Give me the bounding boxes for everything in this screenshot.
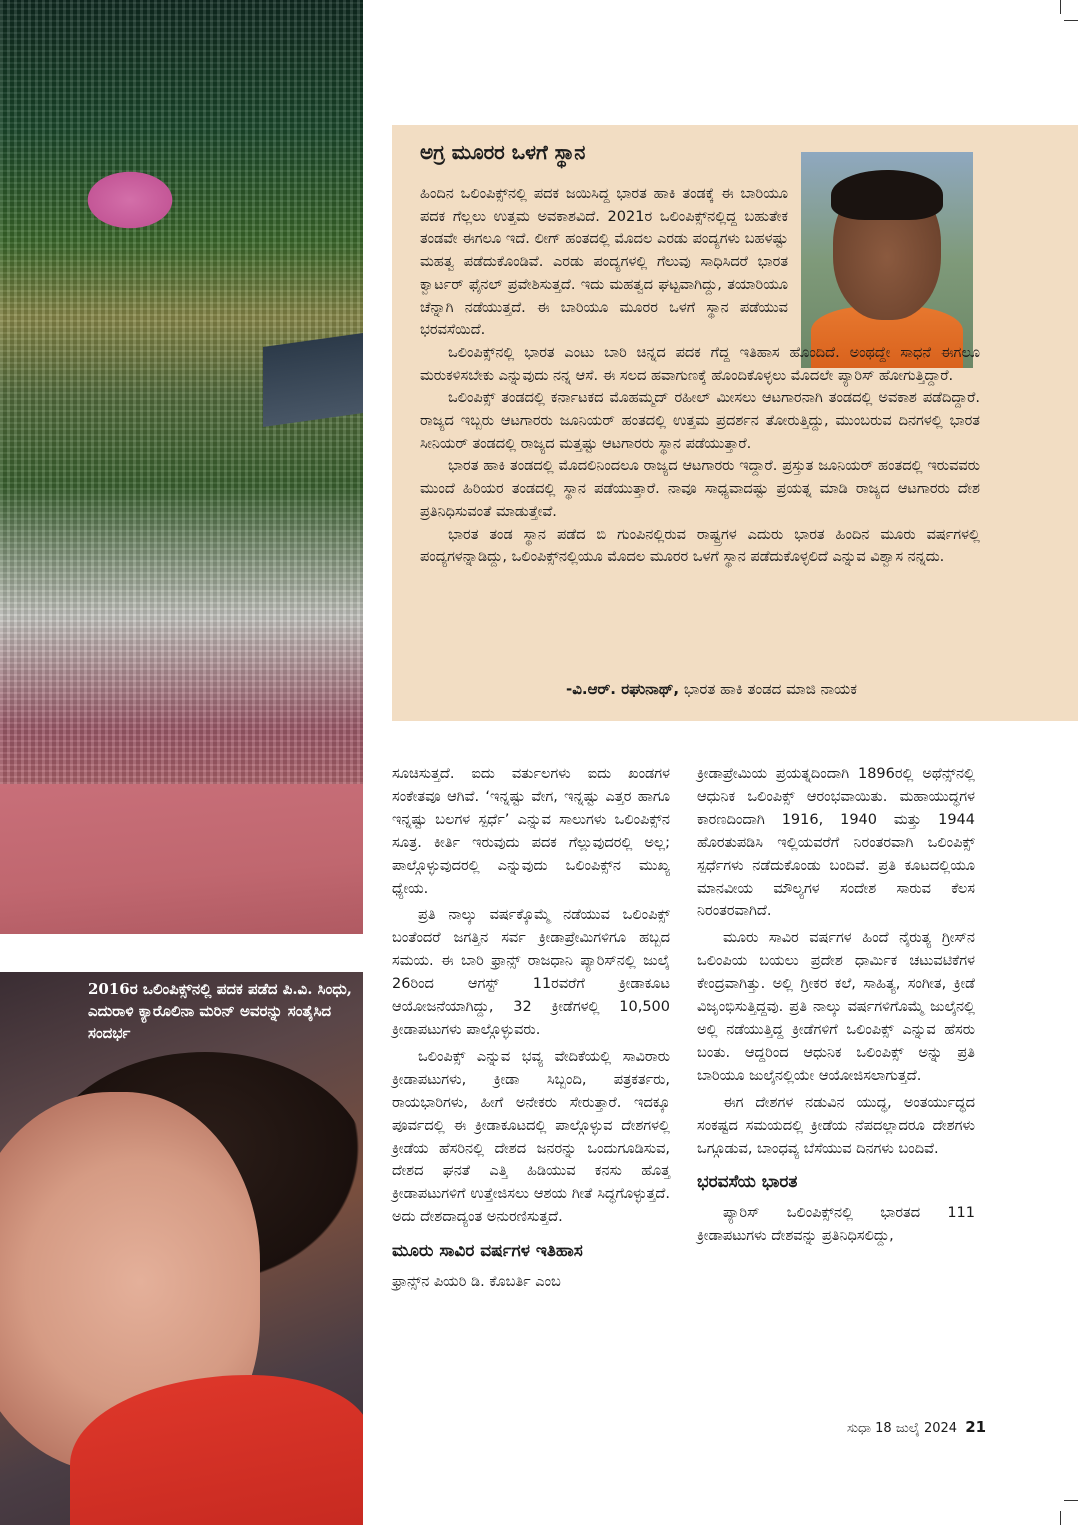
article-paragraph: ಫ್ರಾನ್ಸ್‌ನ ಪಿಯರಿ ಡಿ. ಕೊಬರ್ತಿ ಎಂಬ [392,1274,561,1291]
article-column-2 [697,763,975,1252]
page-number: 21 [965,1418,987,1436]
crop-mark [1064,1500,1078,1501]
photo-caption: 2016ರ ಒಲಿಂಪಿಕ್ಸ್‌ನಲ್ಲಿ ಪದಕ ಪಡೆದ ಪಿ.ವಿ. ಸಿಂಧು, ಎದುರಾಳಿ ಕ್ಯಾರೊಲಿನಾ ಮರಿನ್ ಅವರನ್ನು ಸಂತೈಸಿದ ಸಂದರ್ಭ [88,980,352,1042]
crop-mark [1064,20,1078,21]
article-paragraph: ಮೂರು ಸಾವಿರ ವರ್ಷಗಳ ಹಿಂದೆ ನೈರುತ್ಯ ಗ್ರೀಸ್‌ನ ಒಲಿಂಪಿಯ ಬಯಲು ಪ್ರದೇಶ ಧಾರ್ಮಿಕ ಚಟುವಟಿಕೆಗಳ ಕೇಂದ್ರವಾಗಿತ್ತು. ಅಲ್ಲಿ ಗ್ರೀಕರ ಕಲೆ, ಸಾಹಿತ್ಯ, ಸಂಗೀತ, ಕ್ರೀಡೆ ವಿಜೃಂಭಿಸುತ್ತಿದ್ದವು. ಪ್ರತಿ ನಾಲ್ಕು ವರ್ಷಗಳಿಗೊಮ್ಮೆ ಜುಲೈನಲ್ಲಿ ಅಲ್ಲಿ ನಡೆಯುತ್ತಿದ್ದ ಕ್ರೀಡೆಗಳಿಗೆ ಒಲಿಂಪಿಕ್ಸ್ ಎನ್ನುವ ಹೆಸರು ಬಂತು. ಆದ್ದರಿಂದ ಆಧುನಿಕ ಒಲಿಂಪಿಕ್ಸ್ ಅನ್ನು ಪ್ರತಿ ಬಾರಿಯೂ ಜುಲೈನಲ್ಲಿಯೇ ಆಯೋಜಿಸಲಾಗುತ್ತದೆ. [697,930,975,1084]
article-paragraph: ಪ್ರತಿ ನಾಲ್ಕು ವರ್ಷಕ್ಕೊಮ್ಮೆ ನಡೆಯುವ ಒಲಿಂಪಿಕ್ಸ್ ಬಂತೆಂದರೆ ಜಗತ್ತಿನ ಸರ್ವ ಕ್ರೀಡಾಪ್ರೇಮಿಗಳಿಗೂ ಹಬ್ಬದ ಸಮಯ. ಈ ಬಾರಿ ಫ್ರಾನ್ಸ್ ರಾಜಧಾನಿ ಪ್ಯಾರಿಸ್‌ನಲ್ಲಿ ಜುಲೈ 26ರಿಂದ ಆಗಸ್ಟ್ 11ರವರೆಗೆ ಕ್ರೀಡಾಕೂಟ ಆಯೋಜನೆಯಾಗಿದ್ದು, 32 ಕ್ರೀಡೆಗಳಲ್ಲಿ 10,500 ಕ್ರೀಡಾಪಟುಗಳು ಪಾಲ್ಗೊಳ್ಳುವರು. [392,907,670,1038]
stadium-track [0,784,363,934]
article-paragraph: ಕ್ರೀಡಾಪ್ರೇಮಿಯ ಪ್ರಯತ್ನದಿಂದಾಗಿ 1896ರಲ್ಲಿ ಅಥೆನ್ಸ್‌ನಲ್ಲಿ ಆಧುನಿಕ ಒಲಿಂಪಿಕ್ಸ್ ಆರಂಭವಾಯಿತು. ಮಹಾಯುದ್ಧಗಳ ಕಾರಣದಿಂದಾಗಿ 1916, 1940 ಮತ್ತು 1944 ಹೊರತುಪಡಿಸಿ ಇಲ್ಲಿಯವರೆಗೆ ನಿರಂತರವಾಗಿ ಒಲಿಂಪಿಕ್ಸ್ ಸ್ಪರ್ಧೆಗಳು ನಡೆದುಕೊಂಡು ಬಂದಿವೆ. ಪ್ರತಿ ಕೂಟದಲ್ಲಿಯೂ ಮಾನವೀಯ ಮೌಲ್ಯಗಳ ಸಂದೇಶ ಸಾರುವ ಕೆಲಸ ನಿರಂತರವಾಗಿದೆ. [697,766,975,920]
crop-mark [1060,0,1061,14]
sidebar-title: ಅಗ್ರ ಮೂರರ ಒಳಗೆ ಸ್ಥಾನ [420,140,586,164]
signature-name: -ವಿ.ಆರ್. ರಘುನಾಥ್, [566,680,680,698]
sidebar-paragraph: ಹಿಂದಿನ ಒಲಿಂಪಿಕ್ಸ್‌ನಲ್ಲಿ ಪದಕ ಜಯಿಸಿದ್ದ ಭಾರತ ಹಾಕಿ ತಂಡಕ್ಕೆ ಈ ಬಾರಿಯೂ ಪದಕ ಗೆಲ್ಲಲು ಉತ್ತಮ ಅವಕಾಶವಿದೆ. 2021ರ ಒಲಿಂಪಿಕ್ಸ್‌ನಲ್ಲಿದ್ದ ಬಹುತೇಕ ತಂಡವೇ ಈಗಲೂ ಇದೆ. ಲೀಗ್ ಹಂತದಲ್ಲಿ ಮೊದಲ ಎರಡು ಪಂದ್ಯಗಳು ಬಹಳಷ್ಟು ಮಹತ್ವ ಪಡೆದುಕೊಂಡಿವೆ. ಎರಡು ಪಂದ್ಯಗಳಲ್ಲಿ ಗೆಲುವು ಸಾಧಿಸಿದರೆ ಭಾರತ ಕ್ವಾರ್ಟರ್ ಫೈನಲ್ ಪ್ರವೇಶಿಸುತ್ತದೆ. ಇದು ಮಹತ್ವದ ಘಟ್ಟವಾಗಿದ್ದು, ತಯಾರಿಯೂ ಚೆನ್ನಾಗಿ ನಡೆಯುತ್ತದೆ. ಈ ಬಾರಿಯೂ ಮೂರರ ಒಳಗೆ ಸ್ಥಾನ ಪಡೆಯುವ ಭರವಸೆಯಿದೆ. [420,186,788,339]
signature-role: ಭಾರತ ಹಾಕಿ ತಂಡದ ಮಾಜಿ ನಾಯಕ [683,680,857,698]
page-folio [847,1418,986,1436]
sidebar-signature [566,680,857,698]
article-paragraph: ಪ್ಯಾರಿಸ್ ಒಲಿಂಪಿಕ್ಸ್‌ನಲ್ಲಿ ಭಾರತದ 111 ಕ್ರೀಡಾಪಟುಗಳು ದೇಶವನ್ನು ಪ್ರತಿನಿಧಿಸಲಿದ್ದು, [697,1205,975,1245]
section-heading: ಭರವಸೆಯ ಭಾರತ [697,1172,798,1193]
article-paragraph: ಒಲಿಂಪಿಕ್ಸ್ ಎನ್ನುವ ಭವ್ಯ ವೇದಿಕೆಯಲ್ಲಿ ಸಾವಿರಾರು ಕ್ರೀಡಾಪಟುಗಳು, ಕ್ರೀಡಾ ಸಿಬ್ಬಂದಿ, ಪತ್ರಕರ್ತರು, ರಾಯಭಾರಿಗಳು, ಹೀಗೆ ಅನೇಕರು ಸೇರುತ್ತಾರೆ. ಇದಕ್ಕೂ ಪೂರ್ವದಲ್ಲಿ ಈ ಕ್ರೀಡಾಕೂಟದಲ್ಲಿ ಪಾಲ್ಗೊಳ್ಳುವ ದೇಶಗಳಲ್ಲಿ ಕ್ರೀಡೆಯ ಹೆಸರಿನಲ್ಲಿ ದೇಶದ ಜನರನ್ನು ಒಂದುಗೂಡಿಸುವ, ದೇಶದ ಘನತೆ ಎತ್ತಿ ಹಿಡಿಯುವ ಕನಸು ಹೊತ್ತ ಕ್ರೀಡಾಪಟುಗಳಿಗೆ ಉತ್ತೇಜಿಸಲು ಆಶಯ ಗೀತೆ ಸಿದ್ಧಗೊಳ್ಳುತ್ತದೆ. ಅದು ದೇಶದಾದ್ಯಂತ ಅನುರಣಿಸುತ್ತದೆ. [392,1048,670,1226]
stadium-ceremony-photo [0,0,363,934]
article-paragraph: ಸೂಚಿಸುತ್ತದೆ. ಐದು ವರ್ತುಲಗಳು ಐದು ಖಂಡಗಳ ಸಂಕೇತವೂ ಆಗಿವೆ. ‘ಇನ್ನಷ್ಟು ವೇಗ, ಇನ್ನಷ್ಟು ಎತ್ತರ ಹಾಗೂ ಇನ್ನಷ್ಟು ಬಲಗಳ ಸ್ಪರ್ಧೆ’ ಎನ್ನುವ ಸಾಲುಗಳು ಒಲಿಂಪಿಕ್ಸ್‌ನ ಸೂತ್ರ. ಕೀರ್ತಿ ಇರುವುದು ಪದಕ ಗೆಲ್ಲುವುದರಲ್ಲಿ ಅಲ್ಲ; ಪಾಲ್ಗೊಳ್ಳುವುದರಲ್ಲಿ ಎನ್ನುವುದು ಒಲಿಂಪಿಕ್ಸ್‌ನ ಮುಖ್ಯ ಧ್ಯೇಯ. [392,766,670,897]
sidebar-paragraph: ಒಲಿಂಪಿಕ್ಸ್‌ನಲ್ಲಿ ಭಾರತ ಎಂಟು ಬಾರಿ ಚಿನ್ನದ ಪದಕ ಗೆದ್ದ ಇತಿಹಾಸ ಹೊಂದಿದೆ. ಅಂಥದ್ದೇ ಸಾಧನೆ ಈಗಲೂ ಮರುಕಳಿಸಬೇಕು ಎನ್ನುವುದು ನನ್ನ ಆಸೆ. ಈ ಸಲದ ಹವಾಗುಣಕ್ಕೆ ಹೊಂದಿಕೊಳ್ಳಲು ಮೊದಲೇ ಪ್ಯಾರಿಸ್ ಹೋಗುತ್ತಿದ್ದಾರೆ. [420,344,980,384]
sidebar-paragraph: ಒಲಿಂಪಿಕ್ಸ್ ತಂಡದಲ್ಲಿ ಕರ್ನಾಟಕದ ಮೊಹಮ್ಮದ್ ರಹೀಲ್ ಮೀಸಲು ಆಟಗಾರನಾಗಿ ತಂಡದಲ್ಲಿ ಅವಕಾಶ ಪಡೆದಿದ್ದಾರೆ. ರಾಜ್ಯದ ಇಬ್ಬರು ಆಟಗಾರರು ಜೂನಿಯರ್ ಹಂತದಲ್ಲಿ ಉತ್ತಮ ಪ್ರದರ್ಶನ ತೋರುತ್ತಿದ್ದು, ಮುಂಬರುವ ದಿನಗಳಲ್ಲಿ ಭಾರತ ಸೀನಿಯರ್ ತಂಡದಲ್ಲಿ ರಾಜ್ಯದ ಮತ್ತಷ್ಟು ಆಟಗಾರರು ಸ್ಥಾನ ಪಡೆಯುತ್ತಾರೆ. [420,390,980,452]
crop-mark [1060,1511,1061,1525]
sidebar-paragraph: ಭಾರತ ಹಾಕಿ ತಂಡದಲ್ಲಿ ಮೊದಲಿನಿಂದಲೂ ರಾಜ್ಯದ ಆಟಗಾರರು ಇದ್ದಾರೆ. ಪ್ರಸ್ತುತ ಜೂನಿಯರ್ ಹಂತದಲ್ಲಿ ಇರುವವರು ಮುಂದೆ ಹಿರಿಯರ ತಂಡದಲ್ಲಿ ಸ್ಥಾನ ಪಡೆಯುತ್ತಾರೆ. ನಾವೂ ಸಾಧ್ಯವಾದಷ್ಟು ಪ್ರಯತ್ನ ಮಾಡಿ ರಾಜ್ಯದ ಆಟಗಾರರು ದೇಶ ಪ್ರತಿನಿಧಿಸುವಂತೆ ಮಾಡುತ್ತೇವೆ. [420,458,980,520]
sidebar-body [420,183,980,569]
badminton-player-photo [0,972,363,1525]
article-column-1 [392,763,670,1298]
stadium-stage-shape [263,333,363,427]
article-paragraph: ಈಗ ದೇಶಗಳ ನಡುವಿನ ಯುದ್ಧ, ಅಂತರ್ಯುದ್ಧದ ಸಂಕಷ್ಟದ ಸಮಯದಲ್ಲಿ ಕ್ರೀಡೆಯ ನೆಪದಲ್ಲಾದರೂ ದೇಶಗಳು ಒಗ್ಗೂಡುವ, ಬಾಂಧವ್ಯ ಬೆಸೆಯುವ ದಿನಗಳು ಬಂದಿವೆ. [697,1094,975,1157]
section-heading: ಮೂರು ಸಾವಿರ ವರ್ಷಗಳ ಇತಿಹಾಸ [392,1241,583,1262]
sidebar-paragraph: ಭಾರತ ತಂಡ ಸ್ಥಾನ ಪಡೆದ ಬಿ ಗುಂಪಿನಲ್ಲಿರುವ ರಾಷ್ಟ್ರಗಳ ಎದುರು ಭಾರತ ಹಿಂದಿನ ಮೂರು ವರ್ಷಗಳಲ್ಲಿ ಪಂದ್ಯಗಳನ್ನಾಡಿದ್ದು, ಒಲಿಂಪಿಕ್ಸ್‌ನಲ್ಲಿಯೂ ಮೊದಲ ಮೂರರ ಒಳಗೆ ಸ್ಥಾನ ಪಡೆದುಕೊಳ್ಳಲಿದೆ ಎನ್ನುವ ವಿಶ್ವಾಸ ನನ್ನದು. [420,526,980,566]
magazine-issue: ಸುಧಾ 18 ಜುಲೈ 2024 [847,1421,958,1436]
